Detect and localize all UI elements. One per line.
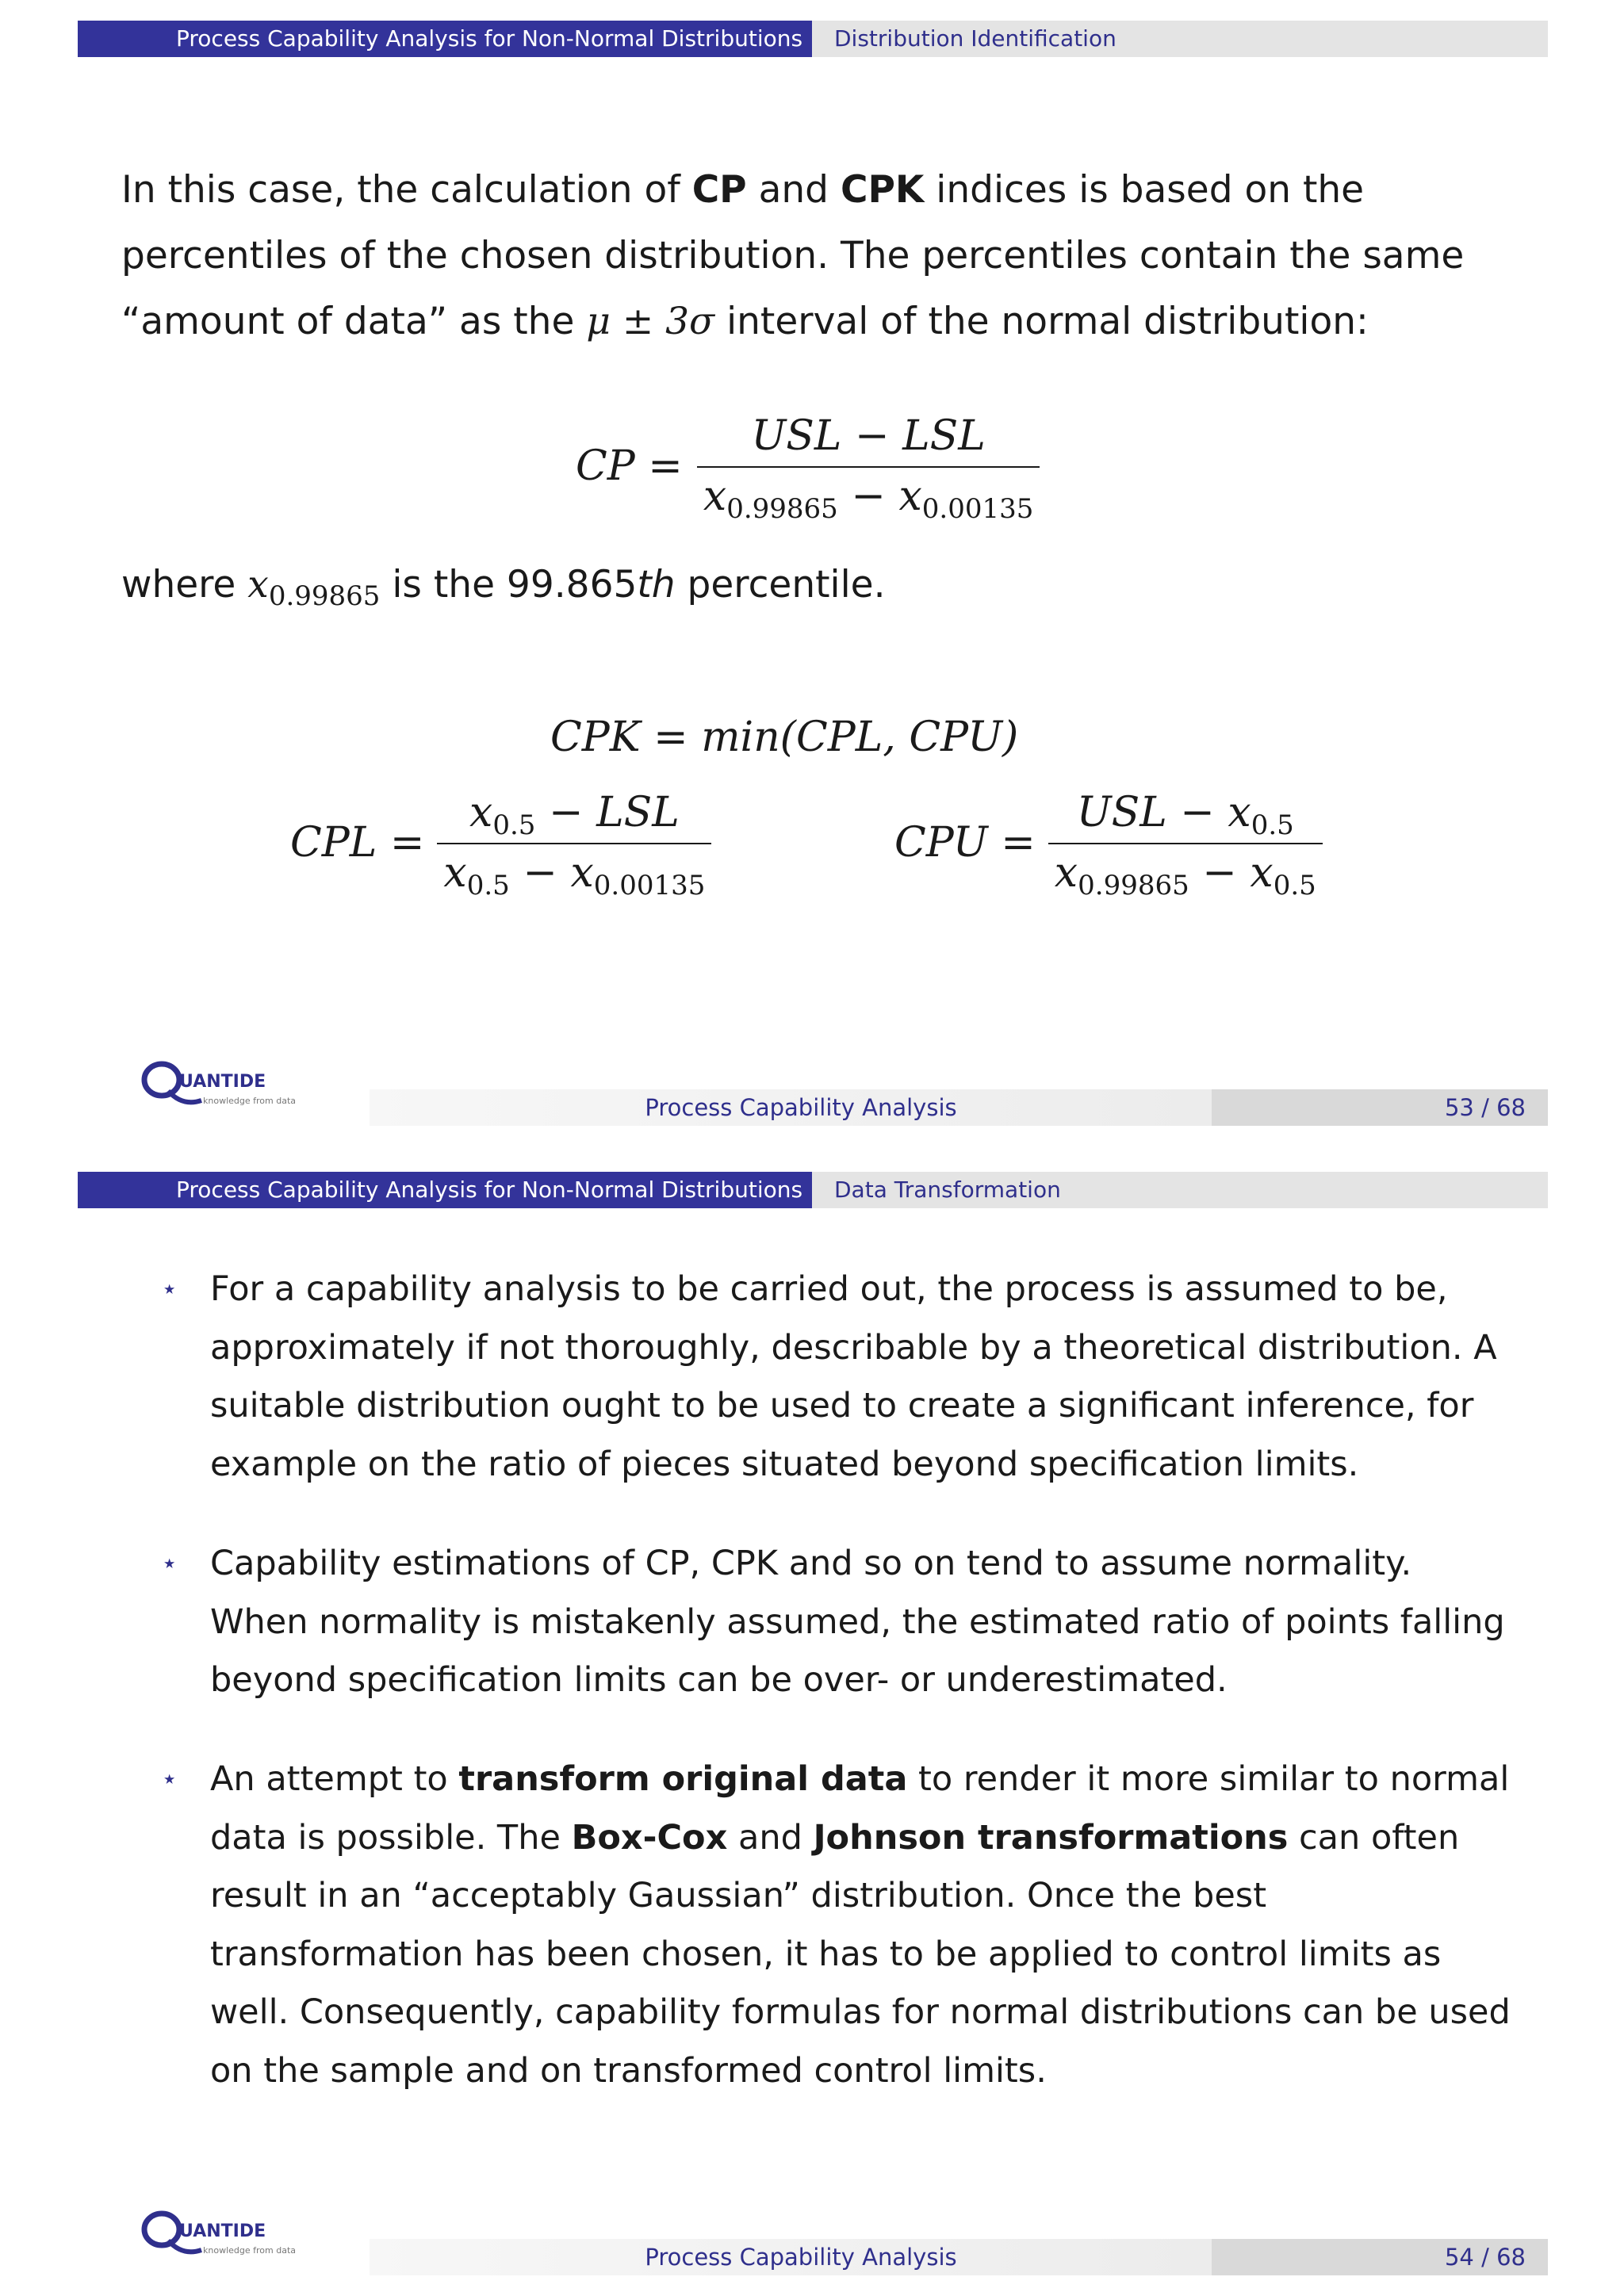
cpl-formula: CPL = $\frac{\text{x0.5 − LSL}}{x0.5 - x0.00135}$ [290,789,711,897]
svg-text:knowledge from data: knowledge from data [203,2245,296,2256]
intro-line-2: percentiles of the chosen distribution. The percentiles contain the same [121,234,1465,277]
emphasis-box-cox: Box-Cox [571,1817,728,1858]
svg-text:knowledge from data: knowledge from data [203,1096,296,1106]
footer-bar [370,1089,1548,1126]
svg-text:UANTIDE: UANTIDE [179,2221,266,2241]
footer-title: Process Capability Analysis [370,2239,1212,2275]
header-subsection-title: Distribution Identification [812,21,1548,57]
header-section-title: Process Capability Analysis for Non-Normal Distributions [78,1172,812,1208]
page-number: 53 / 68 [1212,1089,1548,1126]
intro-line-1: In this case, the calculation of CP and CPK indices is based on the [121,168,1365,212]
header-section-title: Process Capability Analysis for Non-Normal Distributions [78,21,812,57]
cp-term: CP [691,168,747,212]
where-line: where $x_{0.99865}$ is the 99.865th percentile. [121,563,886,612]
header-bar [78,1172,1548,1208]
cpu-formula: CPU = $\frac{\text{USL − x0.5}}{x0.99865 - x0.5}$ [894,789,1323,897]
footer-bar [370,2239,1548,2275]
quantide-logo [138,1058,320,1113]
emphasis-johnson: Johnson transformations [813,1817,1289,1858]
slide-54: Process Capability Analysis for Non-Normal Distributions Data Transformation ⋆ For a capability analysis to be carried out, the process is assumed to be, approximately if not thoroughly, describable by a theoretical distribution. A suitable distribution ought to be used to create a significant inference, for example on the ratio of pieces situated beyond specification limits. ⋆ Capability estimations of CP, CPK and so on tend to assume normality. When normality is mistakenly assumed, the estimated ratio of points falling beyond specification limits can be over- or underestimated. ⋆ An attempt to transform original data to render it more similar to normal data is possible. The Box-Cox and Johnson transformations can often result in an “acceptably Gaussian” distribution. Once the best transformation has been chosen, it has to be applied to control limits as well. Consequently, capability formulas for normal distributions can be used on the sample and on transformed control limits. UANTIDE knowledge from data Process Capability Analysis 54 / 68 [0,1148,1624,2296]
header-bar [78,21,1548,57]
star-bullet-icon: ⋆ [161,1273,178,1305]
header-subsection-title: Data Transformation [812,1172,1548,1208]
cpk-formula: CPK = min(CPL, CPU) [550,714,1019,761]
page-number: 54 / 68 [1212,2239,1548,2275]
cpk-term: CPK [840,168,925,212]
mu-pm-3sigma: μ ± 3σ [586,300,715,343]
footer-title: Process Capability Analysis [370,1089,1212,1126]
quantide-logo [138,2207,320,2263]
star-bullet-icon: ⋆ [161,1548,178,1579]
star-bullet-icon: ⋆ [161,1763,178,1795]
emphasis-transform: transform original data [458,1759,908,1799]
cp-formula: CP = $\frac{\text{USL − LSL}}{x0.99865 - x0.00135}$ [576,412,1040,520]
intro-line-3: “amount of data” as the μ ± 3σ interval of the normal distribution: [121,300,1369,343]
svg-text:UANTIDE: UANTIDE [179,1072,266,1092]
